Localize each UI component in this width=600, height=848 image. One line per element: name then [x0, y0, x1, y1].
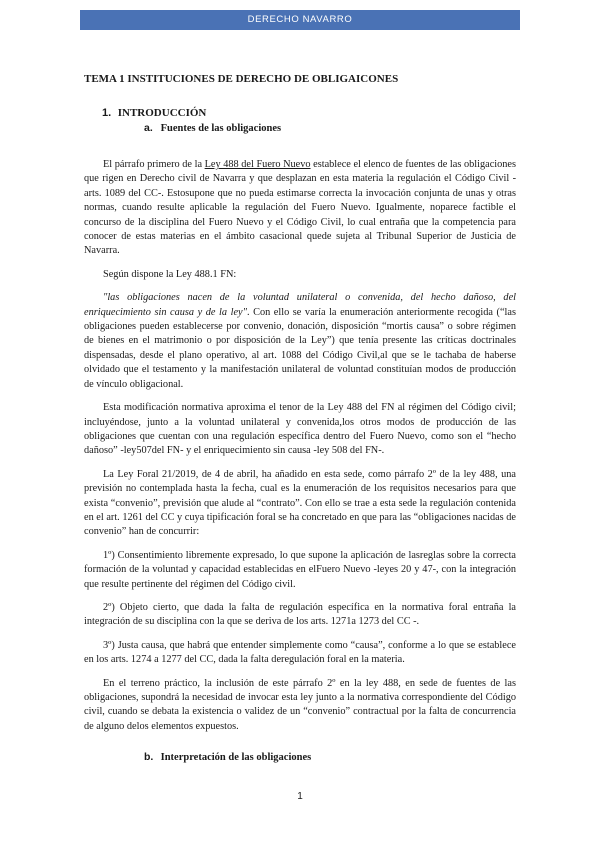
law-link[interactable]: Ley 488 del Fuero Nuevo — [204, 159, 311, 170]
paragraph-text: . Con ello se varía la enumeración anteriormente recogida (“las obligaciones pueden establecerse por convenio, donación, disposición “mortis causa” o sobre régimen de bienes en el matrimonio o por disposición de la Ley”) que tenía presente las críticas doctrinales dispensadas, desde el plano operativo, al art. 1088 del Código Civil,al que se le tachaba de haberse olvidado que el testamento y la manifestación unilateral de voluntad constituían modos de producción de vínculo obligacional. — [84, 306, 516, 390]
paragraph: 1º) Consentimiento libremente expresado, lo que supone la aplicación de lasreglas sobre la correcta formación de la voluntad y capacidad establecidas en elFuero Nuevo -leyes 20 y 47-, con la integración que resulte pertinente del régimen del Código civil. — [84, 549, 516, 590]
quoted-text: "las obligaciones nacen de la voluntad unilateral o convenida, del hecho dañoso, del enriquecimiento sin causa y de la ley" — [84, 292, 516, 318]
page-number: 1 — [297, 791, 303, 802]
paragraph: Según dispone la Ley 488.1 FN: — [103, 268, 237, 280]
section-heading — [102, 107, 516, 120]
paragraph: En el terreno práctico, la inclusión de este párrafo 2º en la ley 488, en sede de fuentes de las obligaciones, supondrá la necesidad de invocar esta ley junto a la normativa correspondiente del Código civil, cuando se debata la existencia o validez de un “convenio” contractual por la falta de concurrencia de alguno delos elementos expuestos. — [84, 677, 516, 732]
paragraph-text: El párrafo primero de la — [103, 159, 205, 170]
subsection-title: Interpretación de las obligaciones — [160, 752, 312, 764]
paragraph: 3º) Justa causa, que habrá que entender simplemente como “causa”, conforme a lo que se establece en los arts. 1274 a 1277 del CC, dada la falta deregulación foral en la materia. — [84, 639, 516, 666]
paragraph — [84, 158, 516, 259]
subsection-letter: a. — [144, 122, 153, 134]
subsection-heading-b — [144, 750, 516, 765]
subsection-heading-a — [144, 121, 516, 136]
subsection-letter: b. — [144, 751, 154, 764]
paragraph: Esta modificación normativa aproxima el tenor de la Ley 488 del FN al régimen del Código civil; incluyéndose, junto a la voluntad unilateral y convenida,los otros modos de producción de las obligaciones que cuentan con una regulación específica dentro del Fuero Nuevo, como son el “hecho dañoso” -ley507del FN- y el enriquecimiento sin causa -ley 508 del FN-. — [84, 402, 516, 457]
subsection-title: Fuentes de las obligaciones — [160, 123, 282, 134]
document-title: TEMA 1 INSTITUCIONES DE DERECHO DE OBLIGAICONES — [84, 73, 399, 85]
section-title: INTRODUCCIÓN — [117, 107, 207, 119]
document-body — [84, 72, 516, 787]
paragraph-text: establece el elenco de fuentes de las obligaciones que rigen en Derecho civil de Navarra y que desplazan en esta materia la regulación el Código Civil -arts. 1089 del CC-. Estosupone que no pueda estimarse correcta la invocación conjunta de unas y otras normas, cuando resulte aplicable la regulación del Fuero Nuevo. Igualmente, noparece factible el concurso de la disciplina del Fuero Nuevo y el Código Civil, lo cual entraña que la competencia para conocer de estas materias en el ámbito casacional quede sujeta al Tribunal Superior de Justicia de Navarra. — [84, 159, 516, 257]
paragraph — [84, 291, 516, 392]
paragraph: 2º) Objeto cierto, que dada la falta de regulación específica en la normativa foral entraña la integración de su disciplina con la que se deriva de los arts. 1271a 1273 del CC -. — [84, 601, 516, 628]
header-banner: DERECHO NAVARRO — [80, 10, 520, 30]
paragraph: La Ley Foral 21/2019, de 4 de abril, ha añadido en esta sede, como párrafo 2º de la ley 488, una previsión no contemplada hasta la fecha, cual es la enumeración de los requisitos necesarios para que exista “convenio”, previsión que alude al “contrato”. Con ello se trae a esta sede la regulación contenida en el art. 1261 del CC y cuya tipificación foral se ha concretado en que para las “obligaciones nacidas de convenio” han de concurrir: — [84, 468, 516, 538]
section-number: 1. — [102, 107, 112, 119]
